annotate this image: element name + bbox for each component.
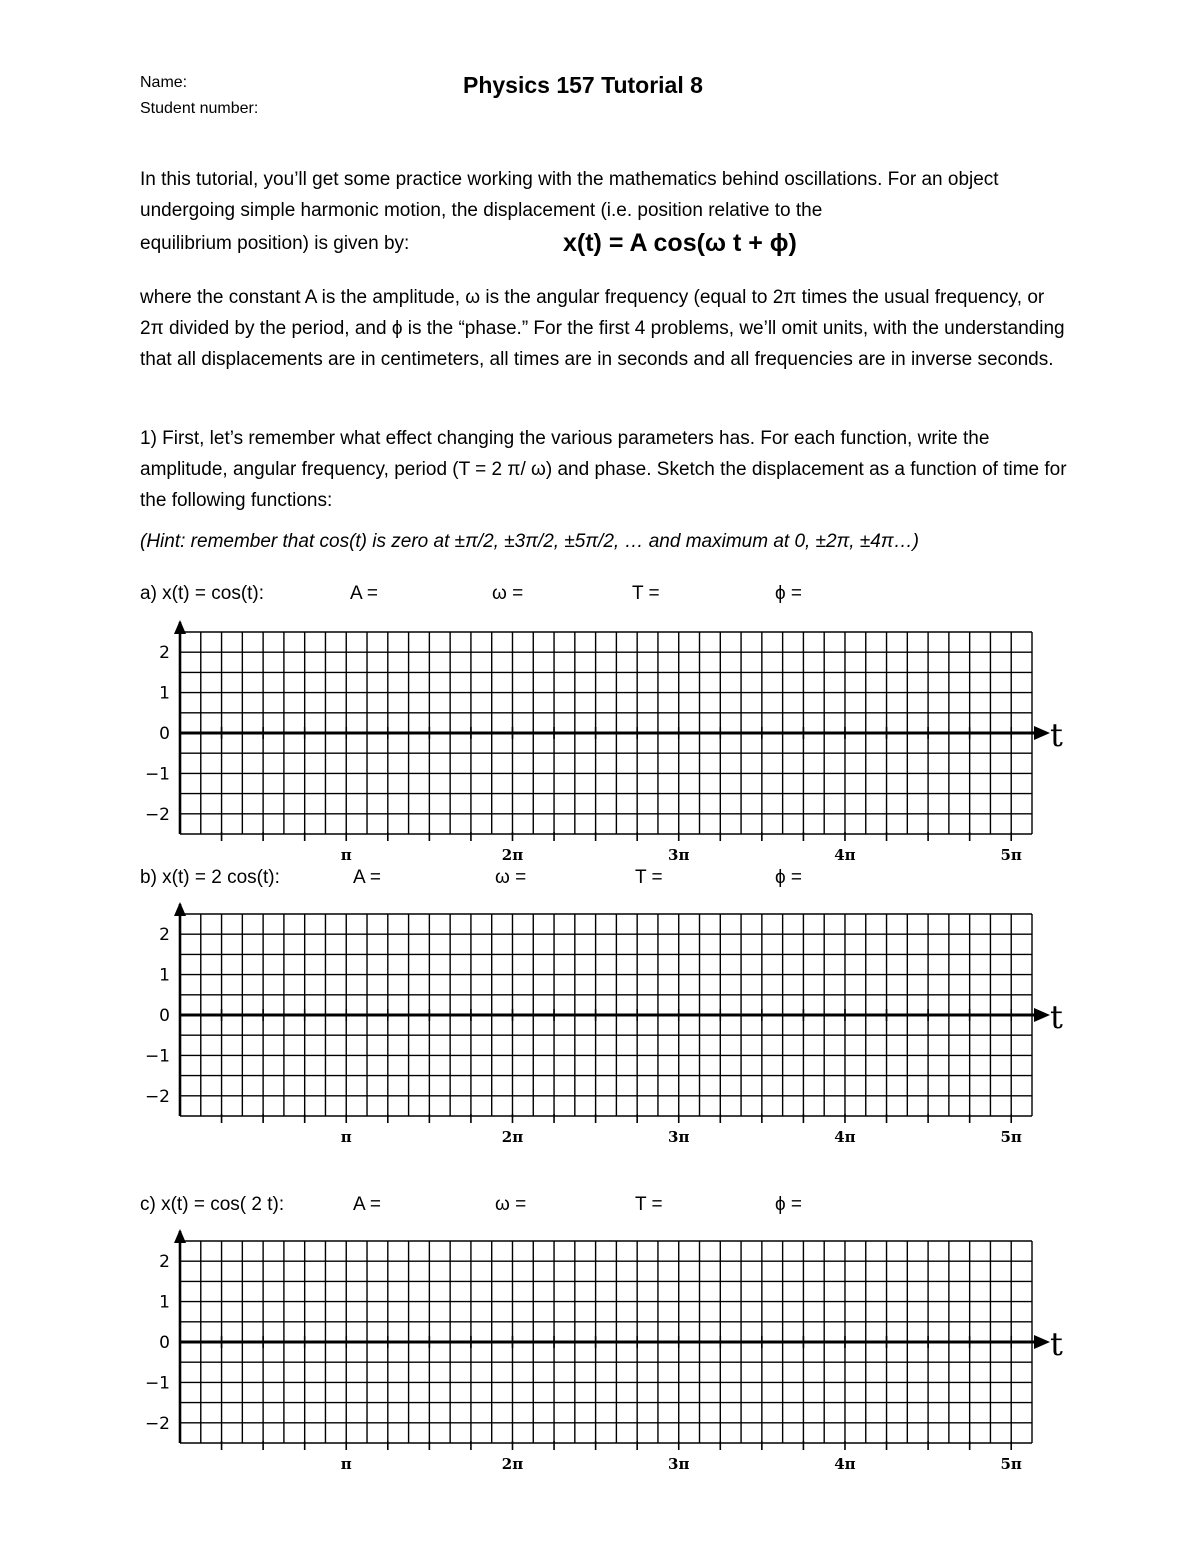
shm-formula: x(t) = A cos(ω t + ϕ) [563, 229, 797, 257]
y-axis-arrow [174, 902, 186, 916]
y-tick-label: −2 [144, 804, 170, 825]
hint-text: (Hint: remember that cos(t) is zero at ±π/2, ±3π/2, ±5π/2, … and maximum at 0, ±2π, ±4π…) [140, 531, 919, 552]
part-a-phase-label: ϕ = [775, 583, 803, 604]
y-tick-label: 1 [159, 1292, 170, 1313]
formula-prefix: equilibrium position) is given by: [140, 233, 410, 254]
x-tick-label: 2π [501, 1455, 524, 1473]
x-tick-label: 5π [1000, 846, 1022, 864]
part-a-amplitude-label: A = [350, 583, 378, 604]
y-tick-label: −1 [144, 764, 170, 785]
x-tick-label: π [340, 1128, 352, 1146]
part-a-omega-label: ω = [492, 583, 524, 604]
part-a-label: a) x(t) = cos(t): [140, 583, 265, 604]
t-axis-arrow [1034, 1335, 1050, 1349]
y-tick-label: 1 [159, 965, 170, 986]
page-title: Physics 157 Tutorial 8 [463, 72, 703, 98]
question-1-text: 1) First, let’s remember what effect changing the various parameters has. For each function, write the amplitude, angular frequency, period (T = 2 π/ ω) and phase. Sketch the displacement as a function of time for the following functions: [140, 428, 1067, 511]
t-axis-label: t [1050, 998, 1063, 1036]
x-tick-label: 2π [501, 846, 524, 864]
y-tick-label: −2 [144, 1086, 170, 1107]
x-tick-label: 5π [1000, 1455, 1022, 1473]
t-axis-arrow [1034, 726, 1050, 740]
x-tick-label: 3π [668, 1455, 690, 1473]
y-tick-label: 2 [159, 1252, 170, 1273]
part-b-label: b) x(t) = 2 cos(t): [140, 867, 280, 888]
part-b-phase-label: ϕ = [775, 867, 803, 888]
y-tick-label: 1 [159, 683, 170, 704]
part-a-period-label: T = [632, 583, 660, 604]
part-c-label: c) x(t) = cos( 2 t): [140, 1194, 285, 1215]
x-tick-label: 3π [668, 1128, 690, 1146]
part-c-amplitude-label: A = [353, 1194, 381, 1215]
part-b-omega-label: ω = [495, 867, 527, 888]
y-axis-arrow [174, 620, 186, 634]
y-tick-label: −1 [144, 1373, 170, 1394]
y-axis-arrow [174, 1229, 186, 1243]
y-tick-label: 2 [159, 643, 170, 664]
t-axis-arrow [1034, 1008, 1050, 1022]
y-tick-label: 0 [159, 1333, 170, 1353]
part-c-omega-label: ω = [495, 1194, 527, 1215]
part-b-amplitude-label: A = [353, 867, 381, 888]
t-axis-label: t [1050, 1325, 1063, 1363]
part-a-graph [130, 620, 1070, 870]
x-tick-label: π [340, 1455, 352, 1473]
y-tick-label: 2 [159, 925, 170, 946]
x-tick-label: 2π [501, 1128, 524, 1146]
y-tick-label: 0 [159, 1006, 170, 1026]
part-b-graph [130, 902, 1070, 1152]
part-b-period-label: T = [635, 867, 663, 888]
y-tick-label: −1 [144, 1046, 170, 1067]
y-tick-label: −2 [144, 1413, 170, 1434]
part-c-period-label: T = [635, 1194, 663, 1215]
t-axis-label: t [1050, 716, 1063, 754]
part-c-phase-label: ϕ = [775, 1194, 803, 1215]
y-tick-label: 0 [159, 724, 170, 744]
student-number-label: Student number: [140, 100, 259, 117]
part-c-graph [130, 1229, 1070, 1479]
x-tick-label: π [340, 846, 352, 864]
x-tick-label: 4π [834, 1455, 856, 1473]
x-tick-label: 4π [834, 1128, 856, 1146]
name-label: Name: [140, 74, 188, 91]
definitions-paragraph: where the constant A is the amplitude, ω is the angular frequency (equal to 2π times the usual frequency, or 2π divided by the period, and ϕ is the “phase.” For the first 4 problems, we’ll omit units, with the understanding that all displacements are in centimeters, all times are in seconds and all frequencies are in inverse seconds. [140, 287, 1065, 370]
x-tick-label: 3π [668, 846, 690, 864]
intro-paragraph: In this tutorial, you’ll get some practice working with the mathematics behind oscillations. For an object undergoing simple harmonic motion, the displacement (i.e. position relative to the [140, 169, 999, 221]
x-tick-label: 5π [1000, 1128, 1022, 1146]
x-tick-label: 4π [834, 846, 856, 864]
